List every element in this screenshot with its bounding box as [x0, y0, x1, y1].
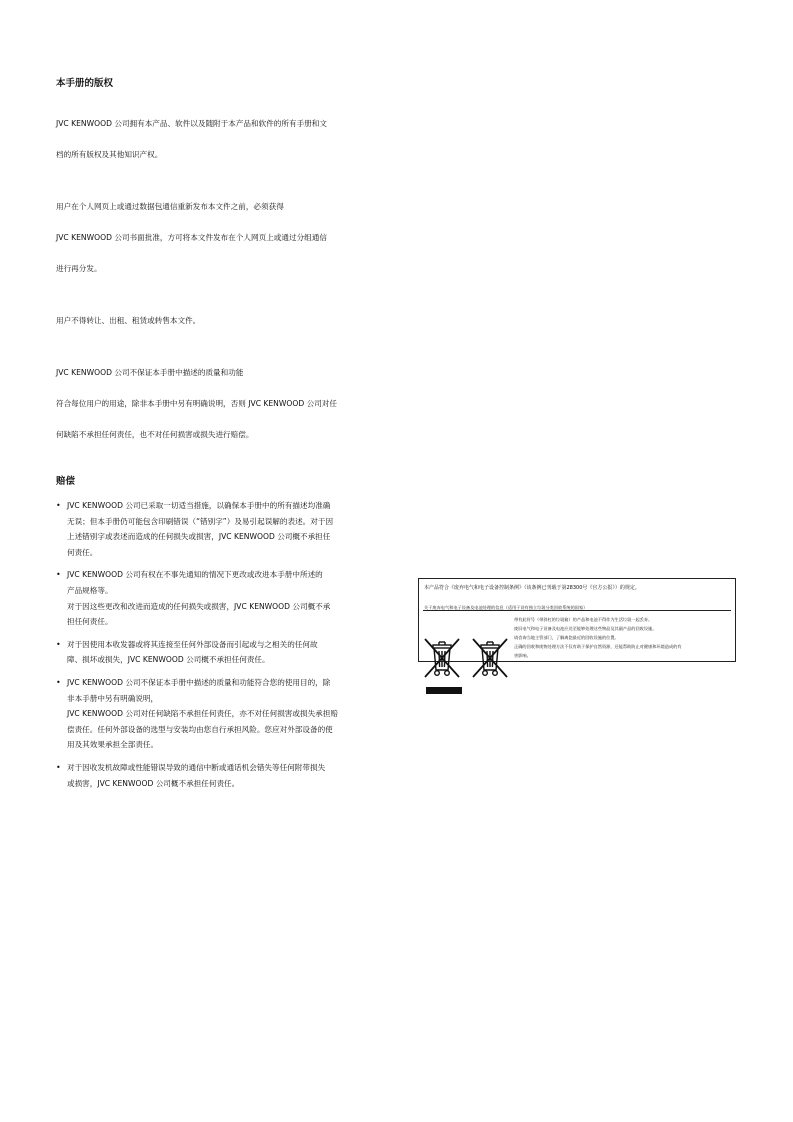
indemnity-section: [56, 476, 382, 791]
item-line: 偿责任。任何外部设备的选型与安装均由您自行承担风险。您应对外部设备的使: [67, 724, 333, 734]
bullet-icon: •: [56, 639, 61, 649]
weee-text-line: 正确的回收和废物处理方法不仅有助于保护自然资源，还能帮助防止对健康和环境造成的有: [514, 644, 682, 649]
paragraph-line: 用户不得转让、出租、租赁或转售本文件。: [56, 315, 201, 325]
weee-text-line: 害影响。: [514, 653, 531, 658]
item-line: 对于因使用本收发器或将其连接至任何外部设备而引起或与之相关的任何故: [67, 639, 318, 649]
weee-info-text: [514, 615, 734, 660]
bullet-icon: •: [56, 570, 61, 580]
weee-notice-box: [418, 578, 736, 662]
weee-text-line: 带有此符号（带斜杠的垃圾箱）的产品和电池不得作为生活垃圾一起丢弃。: [514, 617, 653, 622]
paragraph-line: 符合每位用户的用途，除非本手册中另有明确说明，否则 JVC KENWOOD 公司对任: [56, 398, 337, 408]
copyright-section: [56, 78, 382, 458]
bullet-icon: •: [56, 678, 61, 687]
weee-compliance-line: 本产品符合《废弃电气和电子设备控制条例》（该条例已刊载于第28300号《官方公报》）的规定。: [424, 585, 640, 591]
copyright-paragraph-1: [56, 100, 382, 178]
list-item: [56, 675, 382, 753]
item-line: JVC KENWOOD 公司已采取一切适当措施，以确保本手册中的所有描述均准确: [67, 501, 331, 511]
paragraph-line: 档的所有版权及其他知识产权。: [56, 149, 163, 159]
item-line: 对于因收发机故障或性能错误导致的通信中断或通话机会错失等任何附带损失: [67, 762, 326, 772]
crossed-bin-battery-icon: [470, 636, 510, 680]
paragraph-line: JVC KENWOOD 公司拥有本产品、软件以及随附于本产品和软件的所有手册和文: [56, 118, 327, 128]
paragraph-line: JVC KENWOOD 公司书面批准，方可将本文件发布在个人网页上或通过分组通信: [56, 232, 327, 242]
indemnity-heading: 赔偿: [56, 476, 76, 488]
crossed-bin-icon: [422, 636, 462, 680]
bullet-icon: •: [56, 501, 61, 511]
item-line: 何责任。: [67, 547, 98, 557]
copyright-paragraph-3: [56, 297, 382, 344]
item-line: 障、损坏或损失，JVC KENWOOD 公司概不承担任何责任。: [67, 655, 270, 665]
item-line: 担任何责任。: [67, 617, 113, 627]
weee-text-line: 请咨询当地主管部门，了解离您最近的回收设施的位置。: [514, 635, 619, 640]
main-column: [56, 78, 382, 798]
list-item: [56, 567, 382, 629]
paragraph-line: JVC KENWOOD 公司不保证本手册中描述的质量和功能: [56, 367, 244, 377]
item-line: 非本手册中另有明确说明，: [67, 693, 159, 703]
item-line: 产品规格等。: [67, 586, 113, 596]
list-item: [56, 760, 382, 791]
item-line: JVC KENWOOD 公司有权在不事先通知的情况下更改或改进本手册中所述的: [67, 570, 323, 580]
copyright-heading: 本手册的版权: [56, 78, 114, 89]
item-line: JVC KENWOOD 公司对任何缺陷不承担任何责任，亦不对任何损害或损失承担赔: [67, 709, 338, 719]
weee-info-heading: 关于废弃电气和电子设备及电池处理的信息（适用于设有独立垃圾分类回收系统的国家）: [424, 605, 588, 610]
item-line: 对于因这些更改和改进而造成的任何损失或损害，JVC KENWOOD 公司概不承: [67, 601, 331, 611]
paragraph-line: 用户在个人网页上或通过数据包通信重新发布本文件之前，必须获得: [56, 201, 284, 211]
paragraph-line: 进行再分发。: [56, 263, 102, 273]
bullet-icon: •: [56, 762, 61, 772]
paragraph-line: 何缺陷不承担任何责任，也不对任何损害或损失进行赔偿。: [56, 429, 254, 439]
weee-black-bar: [426, 687, 462, 694]
list-item: [56, 637, 382, 668]
indemnity-list: [56, 498, 382, 791]
copyright-paragraph-4: [56, 349, 382, 458]
item-line: 或损害，JVC KENWOOD 公司概不承担任何责任。: [67, 778, 240, 788]
copyright-paragraph-2: [56, 183, 382, 292]
list-item: [56, 498, 382, 560]
item-line: 无误；但本手册仍可能包含印刷错误（“错别字”）及易引起误解的表述。对于因: [67, 516, 334, 526]
weee-text-line: 废旧电气和电子设备及电池应送至能够处理这些物品及其副产品的回收设施。: [514, 626, 657, 631]
divider: [423, 610, 731, 611]
item-line: 上述错别字或表述而造成的任何损失或损害，JVC KENWOOD 公司概不承担任: [67, 532, 331, 542]
item-line: 用及其效果承担全部责任。: [67, 740, 159, 750]
item-line: JVC KENWOOD 公司不保证本手册中描述的质量和功能符合您的使用目的，除: [67, 678, 331, 687]
